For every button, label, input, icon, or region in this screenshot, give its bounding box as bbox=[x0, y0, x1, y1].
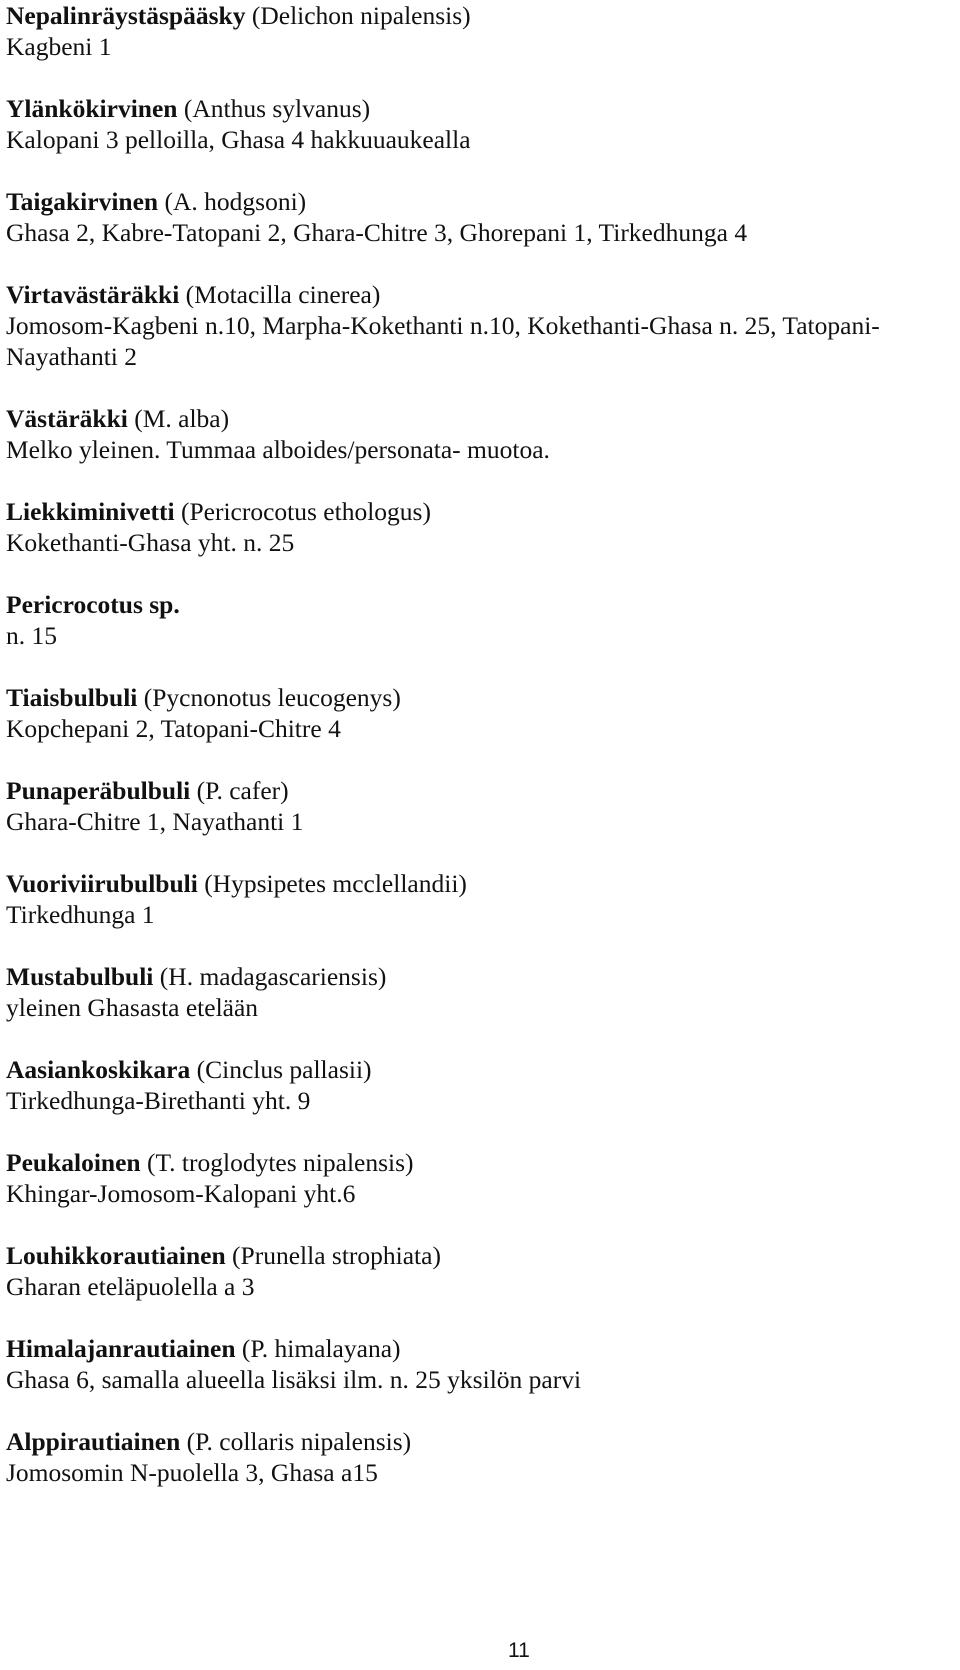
species-entry bbox=[6, 589, 946, 651]
observation-text: Ghara-Chitre 1, Nayathanti 1 bbox=[6, 807, 304, 836]
species-heading bbox=[6, 961, 946, 992]
species-name: Punaperäbulbuli bbox=[6, 776, 191, 805]
observation-text: Jomosomin N-puolella 3, Ghasa a15 bbox=[6, 1458, 378, 1487]
observation-text: Kalopani 3 pelloilla, Ghasa 4 hakkuuaukealla bbox=[6, 125, 471, 154]
species-entry bbox=[6, 775, 946, 837]
species-heading bbox=[6, 496, 946, 527]
scientific-name: (Hypsipetes mcclellandii) bbox=[197, 869, 467, 898]
observation-text: Tirkedhunga 1 bbox=[6, 900, 155, 929]
species-name: Louhikkorautiainen bbox=[6, 1241, 226, 1270]
species-name: Alppirautiainen bbox=[6, 1427, 181, 1456]
species-entry bbox=[6, 1240, 946, 1302]
species-name: Nepalinräystäspääsky bbox=[6, 1, 246, 30]
species-entry bbox=[6, 1426, 946, 1488]
species-name: Pericrocotus sp. bbox=[6, 590, 180, 619]
species-name: Peukaloinen bbox=[6, 1148, 141, 1177]
observation-text: Ghasa 6, samalla alueella lisäksi ilm. n. 25 yksilön parvi bbox=[6, 1365, 582, 1394]
species-name: Virtavästäräkki bbox=[6, 280, 180, 309]
species-heading bbox=[6, 186, 946, 217]
scientific-name: (T. troglodytes nipalensis) bbox=[140, 1148, 414, 1177]
scientific-name: (P. cafer) bbox=[190, 776, 289, 805]
species-heading bbox=[6, 1054, 946, 1085]
scientific-name: (Pycnonotus leucogenys) bbox=[137, 683, 401, 712]
observation-text: Kopchepani 2, Tatopani-Chitre 4 bbox=[6, 714, 341, 743]
species-entry bbox=[6, 93, 946, 155]
observation-text: Khingar-Jomosom-Kalopani yht.6 bbox=[6, 1179, 356, 1208]
species-name: Taigakirvinen bbox=[6, 187, 159, 216]
species-heading bbox=[6, 1426, 946, 1457]
species-entry bbox=[6, 1054, 946, 1116]
observation-text: Kokethanti-Ghasa yht. n. 25 bbox=[6, 528, 295, 557]
species-heading bbox=[6, 1147, 946, 1178]
scientific-name: (Pericrocotus ethologus) bbox=[174, 497, 431, 526]
species-name: Västäräkki bbox=[6, 404, 128, 433]
observation-text: Gharan eteläpuolella a 3 bbox=[6, 1272, 255, 1301]
observation-text: Nayathanti 2 bbox=[6, 342, 137, 371]
species-entry bbox=[6, 682, 946, 744]
species-entry bbox=[6, 868, 946, 930]
species-entry bbox=[6, 1333, 946, 1395]
species-name: Mustabulbuli bbox=[6, 962, 154, 991]
scientific-name: (H. madagascariensis) bbox=[153, 962, 387, 991]
species-heading bbox=[6, 775, 946, 806]
page-number: 11 bbox=[508, 1639, 530, 1662]
species-name: Vuoriviirubulbuli bbox=[6, 869, 198, 898]
scientific-name: (P. collaris nipalensis) bbox=[180, 1427, 412, 1456]
observation-text: Jomosom-Kagbeni n.10, Marpha-Kokethanti n.10, Kokethanti-Ghasa n. 25, Tatopani- bbox=[6, 311, 880, 340]
species-entry bbox=[6, 961, 946, 1023]
species-heading bbox=[6, 682, 946, 713]
species-entry bbox=[6, 496, 946, 558]
species-heading bbox=[6, 279, 946, 310]
species-heading bbox=[6, 403, 946, 434]
species-name: Tiaisbulbuli bbox=[6, 683, 138, 712]
scientific-name: (P. himalayana) bbox=[235, 1334, 401, 1363]
species-name: Ylänkökirvinen bbox=[6, 94, 178, 123]
species-entry bbox=[6, 186, 946, 248]
species-name: Himalajanrautiainen bbox=[6, 1334, 236, 1363]
observation-text: yleinen Ghasasta etelään bbox=[6, 993, 259, 1022]
observation-text: Melko yleinen. Tummaa alboides/personata- muotoa. bbox=[6, 435, 550, 464]
species-name: Liekkiminivetti bbox=[6, 497, 175, 526]
observation-text: Tirkedhunga-Birethanti yht. 9 bbox=[6, 1086, 311, 1115]
species-heading bbox=[6, 1333, 946, 1364]
scientific-name: (Prunella strophiata) bbox=[225, 1241, 441, 1270]
species-heading bbox=[6, 868, 946, 899]
species-heading bbox=[6, 0, 946, 31]
species-entry bbox=[6, 1147, 946, 1209]
species-heading bbox=[6, 93, 946, 124]
species-heading bbox=[6, 1240, 946, 1271]
scientific-name: (A. hodgsoni) bbox=[158, 187, 307, 216]
scientific-name: (Cinclus pallasii) bbox=[190, 1055, 372, 1084]
species-heading bbox=[6, 589, 946, 620]
scientific-name: (M. alba) bbox=[127, 404, 230, 433]
scientific-name: (Anthus sylvanus) bbox=[177, 94, 371, 123]
species-entry bbox=[6, 0, 946, 62]
species-name: Aasiankoskikara bbox=[6, 1055, 191, 1084]
observation-text: n. 15 bbox=[6, 621, 57, 650]
species-entry bbox=[6, 279, 946, 372]
observation-text: Kagbeni 1 bbox=[6, 32, 112, 61]
document-page bbox=[6, 0, 946, 1488]
scientific-name: (Motacilla cinerea) bbox=[179, 280, 381, 309]
species-entry bbox=[6, 403, 946, 465]
observation-text: Ghasa 2, Kabre-Tatopani 2, Ghara-Chitre 3, Ghorepani 1, Tirkedhunga 4 bbox=[6, 218, 748, 247]
scientific-name: (Delichon nipalensis) bbox=[245, 1, 471, 30]
